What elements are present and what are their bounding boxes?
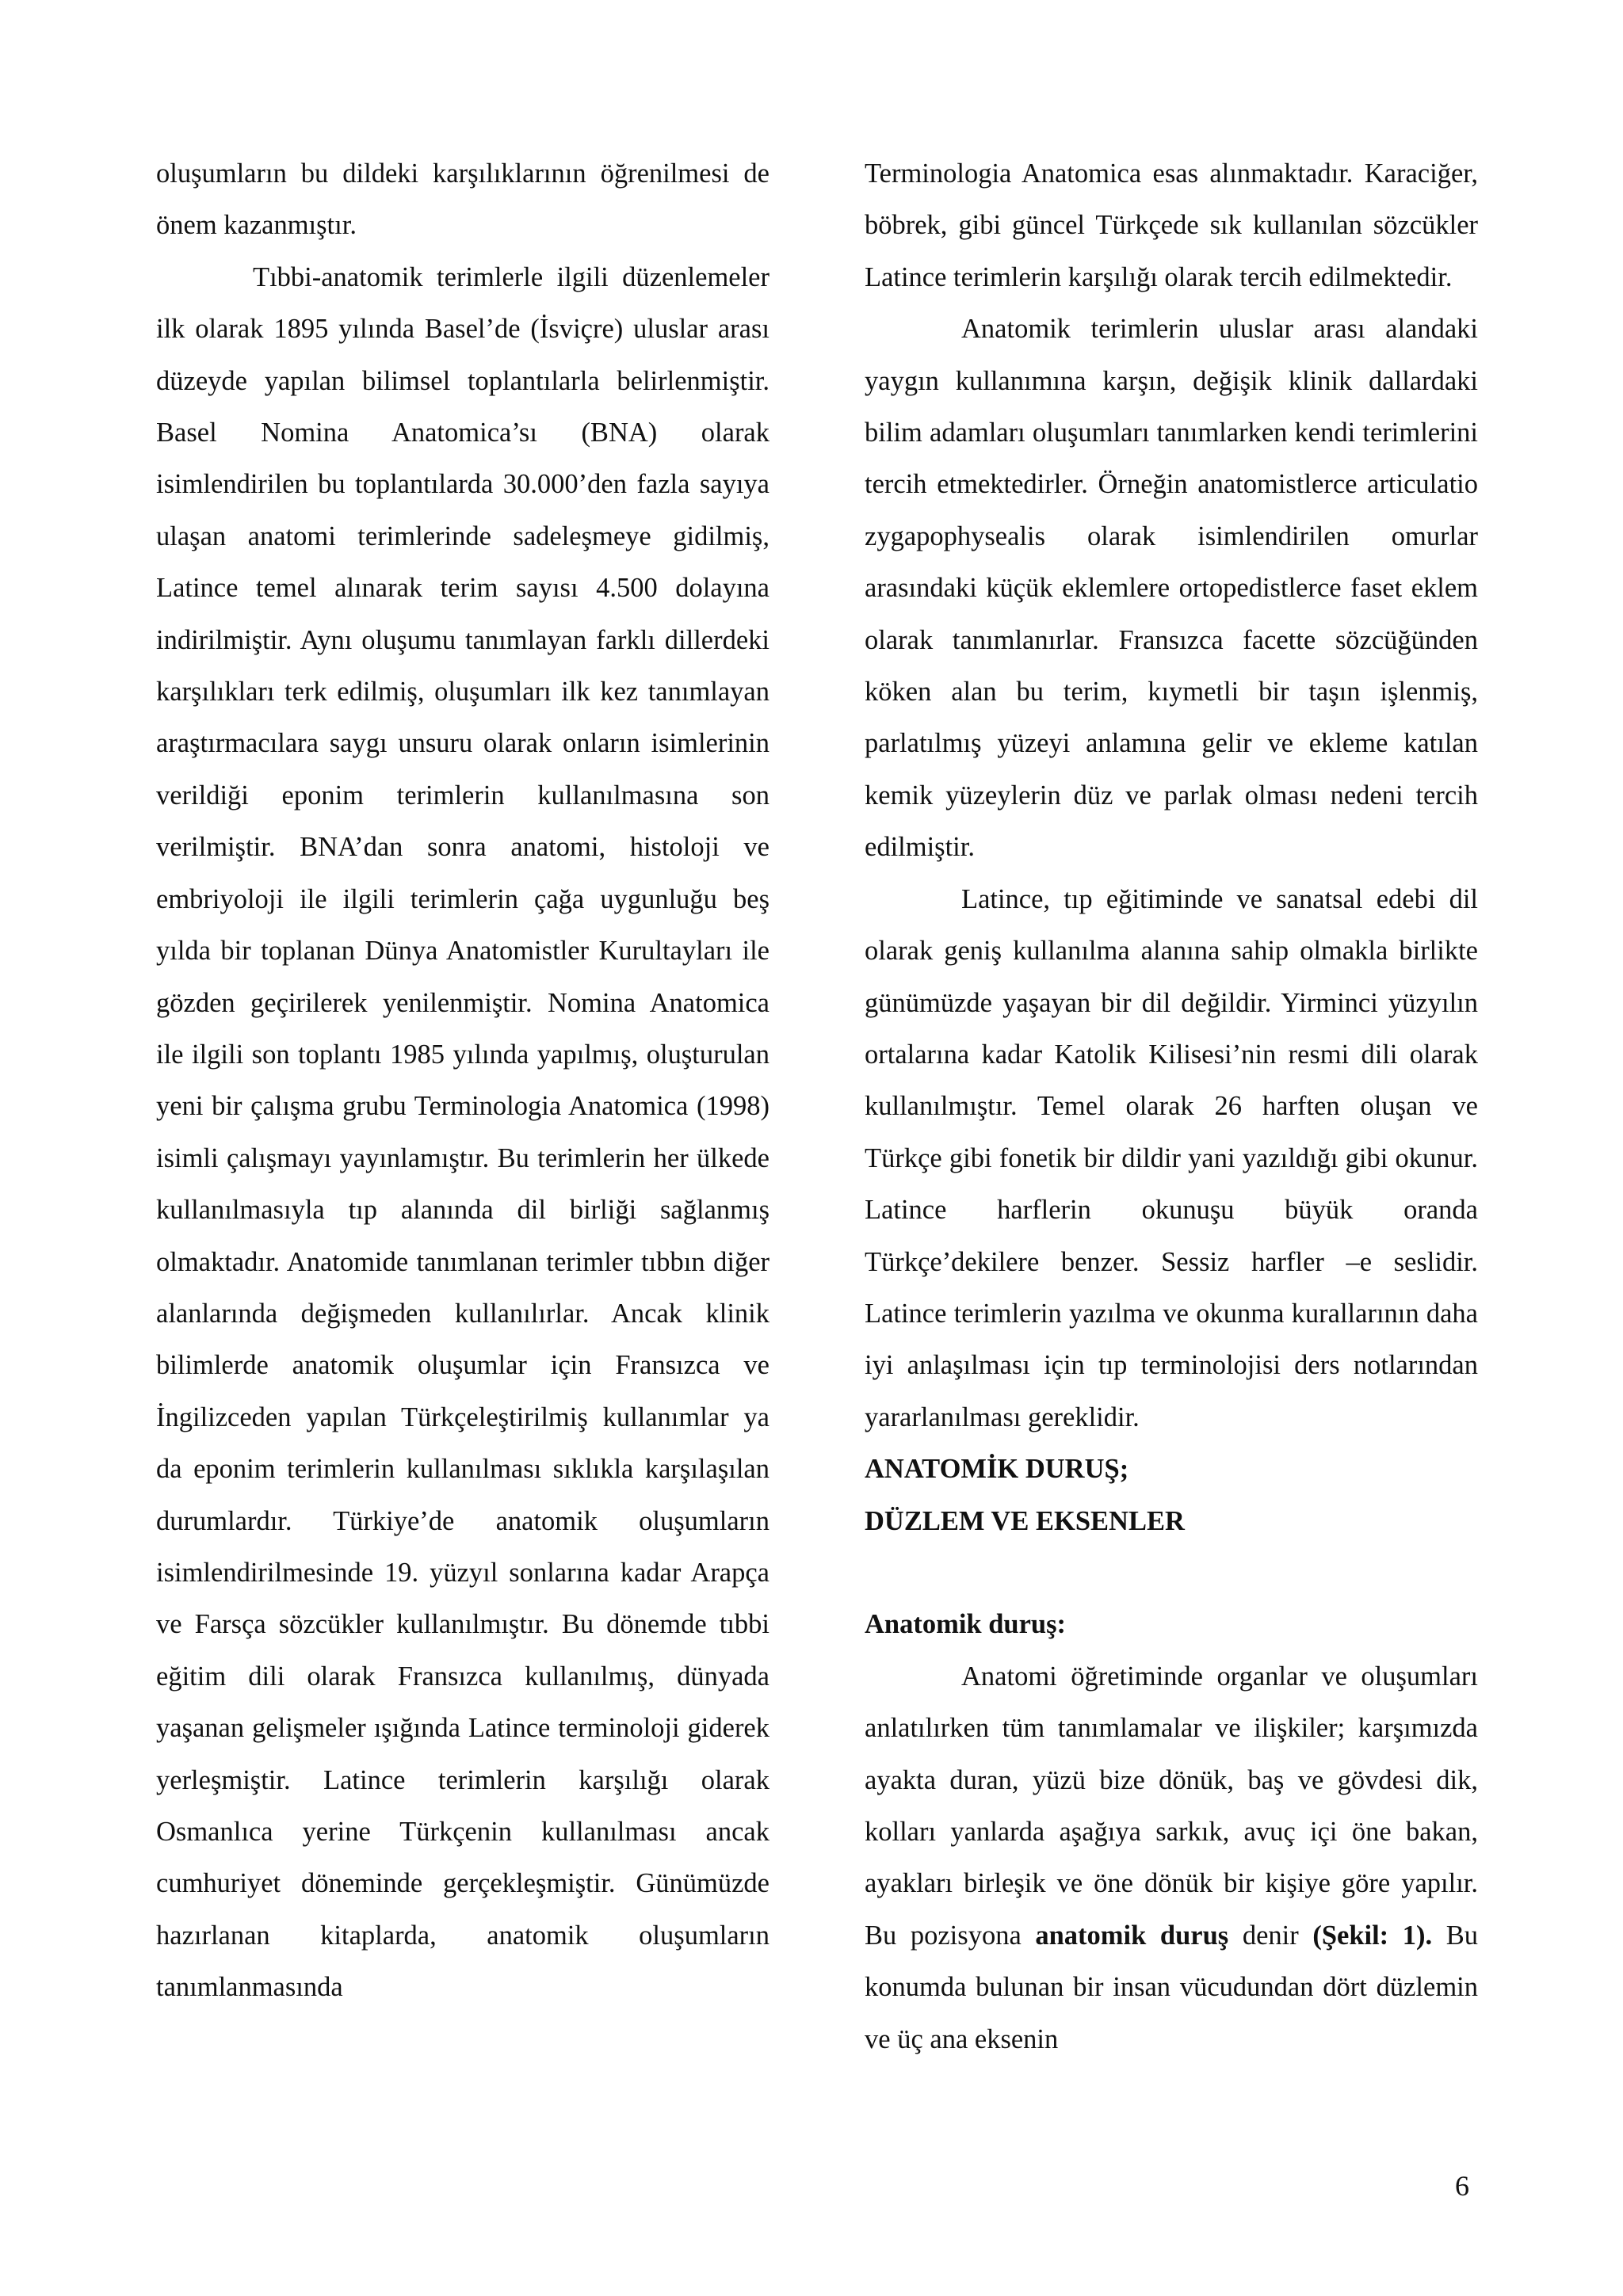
subsection-heading: Anatomik duruş:	[865, 1609, 1067, 1640]
text-run: denir	[1242, 1920, 1299, 1951]
paragraph	[865, 1651, 1478, 2065]
paragraph: Anatomik terimlerin uluslar arası alandaki yaygın kullanımına karşın, değişik klinik dallardaki bilim adamları oluşumları tanımlarken kendi terimlerini tercih etmektedirler. Örneğin anatomistlerce articulatio zygapophysealis olarak isimlendirilen omurlar arasındaki küçük eklemlere ortopedistlerce faset eklem olarak tanımlanırlar. Fransızca facette sözcüğünden köken alan bu terim, kıymetli bir taşın işlenmiş, parlatılmış yüzeyi anlamına gelir ve ekleme katılan kemik yüzeylerin düz ve parlak olması nedeni tercih edilmiştir.	[865, 314, 1478, 863]
paragraph: Tıbbi-anatomik terimlerle ilgili düzenlemeler ilk olarak 1895 yılında Basel’de (İsviçre) uluslar arası düzeyde yapılan bilimsel toplantılarla belirlenmiştir. Basel Nomina Anatomica’sı (BNA) olarak isimlendirilen bu toplantılarda 30.000’den fazla sayıya ulaşan anatomi terimlerinde sadeleşmeye gidilmiş, Latince temel alınarak terim sayısı 4.500 dolayına indirilmiştir. Aynı oluşumu tanımlayan farklı dillerdeki karşılıkları terk edilmiş, oluşumları ilk kez tanımlayan araştırmacılara saygı unsuru olarak onların isimlerinin verildiği eponim terimlerin kullanılmasına son verilmiştir. BNA’dan sonra anatomi, histoloji ve embriyoloji ile ilgili terimlerin çağa uygunluğu beş yılda bir toplanan Dünya Anatomistler Kurultayları ile gözden geçirilerek yenilenmiştir. Nomina Anatomica ile ilgili son toplantı 1985 yılında yapılmış, oluşturulan yeni bir çalışma grubu Terminologia Anatomica (1998) isimli çalışmayı yayınlamıştır. Bu terimlerin her ülkede kullanılmasıyla tıp alanında dil birliği sağlanmış olmaktadır. Anatomide tanımlanan terimler tıbbın diğer alanlarında değişmeden kullanılırlar. Ancak klinik bilimlerde anatomik oluşumlar için Fransızca ve İngilizceden yapılan Türkçeleştirilmiş kullanımlar ya da eponim terimlerin kullanılması sıklıkla karşılaşılan durumlardır. Türkiye’de anatomik oluşumların isimlendirilmesinde 19. yüzyıl sonlarına kadar Arapça ve Farsça sözcükler kullanılmıştır. Bu dönemde tıbbi eğitim dili olarak Fransızca kullanılmış, dünyada yaşanan gelişmeler ışığında Latince terminoloji giderek yerleşmiştir. Latince terimlerin karşılığı olarak Osmanlıca yerine Türkçenin kullanılması ancak cumhuriyet döneminde gerçekleşmiştir. Günümüzde hazırlanan kitaplarda, anatomik oluşumların tanımlanmasında	[156, 261, 769, 2003]
page-number: 6	[1455, 2170, 1469, 2202]
paragraph: Terminologia Anatomica esas alınmaktadır. Karaciğer, böbrek, gibi güncel Türkçede sık kullanılan sözcükler Latince terimlerin karşılığı olarak tercih edilmektedir.	[865, 158, 1478, 292]
text-run: Anatomi öğretiminde organlar ve oluşumları anlatılırken tüm tanımlamalar ve ilişkiler; karşımızda ayakta duran, yüzü bize dönük, baş ve gövdesi dik, kolları yanlarda aşağıya sarkık, avuç içi öne bakan, ayakları birleşik ve öne dönük bir kişiye göre yapılır. Bu pozisyona	[865, 1661, 1478, 1951]
figure-reference: (Şekil: 1).	[1312, 1920, 1433, 1951]
text-run: Bu konumda bulunan bir insan vücudundan dört düzlemin ve üç ana eksenin	[865, 1920, 1479, 2054]
section-heading: ANATOMİK DURUŞ;	[865, 1454, 1129, 1485]
bold-term: anatomik duruş	[1035, 1920, 1229, 1951]
right-column	[865, 148, 1478, 2065]
blank-line	[865, 1547, 1478, 1599]
section-heading: DÜZLEM VE EKSENLER	[865, 1505, 1185, 1536]
paragraph: oluşumların bu dildeki karşılıklarının öğrenilmesi de önem kazanmıştır.	[156, 158, 769, 241]
left-column	[156, 148, 769, 2014]
paragraph: Latince, tıp eğitiminde ve sanatsal edebi dil olarak geniş kullanılma alanına sahip olmakla birlikte günümüzde yaşayan bir dil değildir. Yirminci yüzyılın ortalarına kadar Katolik Kilisesi’nin resmi dili olarak kullanılmıştır. Temel olarak 26 harften oluşan ve Türkçe gibi fonetik bir dildir yani yazıldığı gibi okunur. Latince harflerin okunuşu büyük oranda Türkçe’dekilere benzer. Sessiz harfler –e seslidir. Latince terimlerin yazılma ve okunma kurallarının daha iyi anlaşılması için tıp terminolojisi ders notlarından yararlanılması gereklidir.	[865, 883, 1478, 1432]
